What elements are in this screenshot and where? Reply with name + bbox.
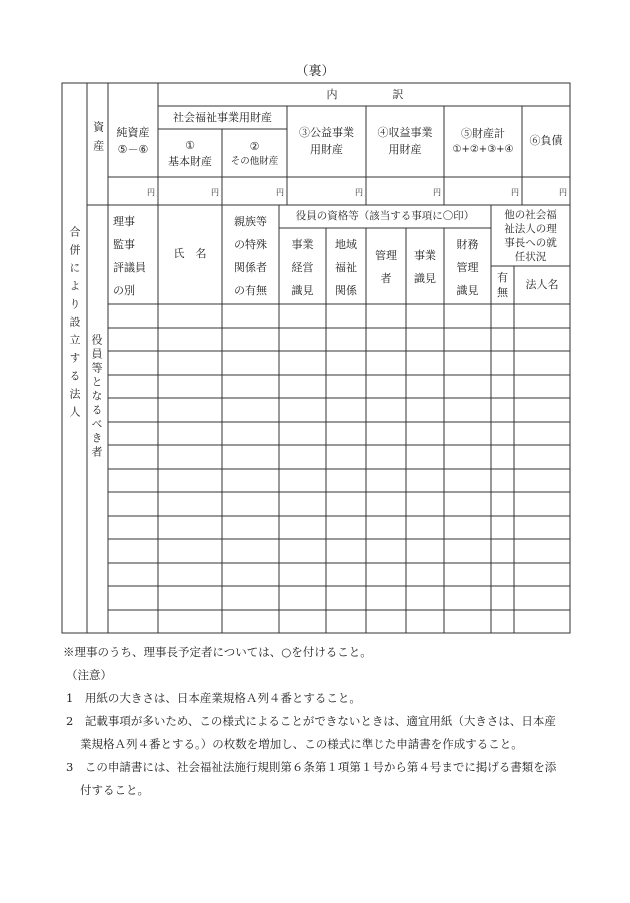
regional-welfare-header: 地域 福祉 関係 — [335, 237, 357, 297]
section-label-officers: 役員等となるべき者 — [90, 334, 103, 460]
notes-heading: （注意） — [66, 668, 112, 682]
liabilities-header: ⑥負債 — [529, 134, 563, 148]
corp-name-header: 法人名 — [525, 277, 559, 291]
other-assets-header: ② その他財産 — [230, 139, 279, 168]
presence-header: 有 無 — [497, 271, 508, 299]
business-insight-header: 事業 識見 — [414, 249, 436, 285]
yen-unit: 円 — [276, 188, 284, 197]
administrator-header: 管理 者 — [375, 249, 397, 285]
relatives-column-header: 親族等 の特殊 関係者 の有無 — [234, 215, 267, 297]
asterisk-note: ※理事のうち、理事長予定者については、○を付けること。 — [63, 645, 372, 659]
page-title: （裏） — [295, 64, 335, 79]
social-welfare-assets-header: 社会福祉事業用財産 — [173, 110, 272, 124]
total-assets-header: ⑤財産計 ①+②+③+④ — [452, 126, 514, 156]
section-label-merged-corp: 合併により設立する法人 — [68, 226, 81, 424]
yen-unit: 円 — [511, 188, 519, 197]
net-assets-header: 純資産 ⑤－⑥ — [116, 126, 150, 156]
yen-unit: 円 — [355, 188, 363, 197]
notes-section — [63, 641, 566, 802]
public-interest-assets-header: ③公益事業 用財産 — [299, 126, 354, 156]
note-item: 3 この申請書には、社会福祉法施行規則第６条第１項第１号から第４号までに掲げる書類を添付すること。 — [66, 760, 557, 797]
role-column-header: 理事 監事 評議員 の別 — [113, 215, 146, 297]
other-corp-chair-header: 他の社会福 祉法人の理 事長への就 任状況 — [504, 209, 557, 263]
yen-unit: 円 — [211, 188, 219, 197]
note-item: 2 記載事項が多いため、この様式によることができないときは、適宜用紙（大きさは、日本産業規格Ａ列４番とする。）の枚数を増加し、この様式に準じた申請書を作成すること。 — [66, 714, 556, 751]
yen-unit: 円 — [147, 188, 155, 197]
profit-assets-header: ④収益事業 用財産 — [377, 126, 433, 156]
yen-unit: 円 — [433, 188, 441, 197]
financial-management-header: 財務 管理 識見 — [456, 237, 479, 297]
yen-unit: 円 — [559, 188, 567, 197]
assets-label: 資産 — [91, 121, 105, 159]
note-item: 1 用紙の大きさは、日本産業規格Ａ列４番とすること。 — [66, 691, 361, 705]
breakdown-header: 内 訳 — [326, 87, 404, 101]
name-column-header: 氏 名 — [173, 247, 207, 261]
qualification-header: 役員の資格等（該当する事項に〇印） — [295, 210, 475, 223]
basic-assets-header: ① 基本財産 — [168, 138, 212, 168]
business-management-header: 事業 経営 識見 — [291, 237, 314, 297]
